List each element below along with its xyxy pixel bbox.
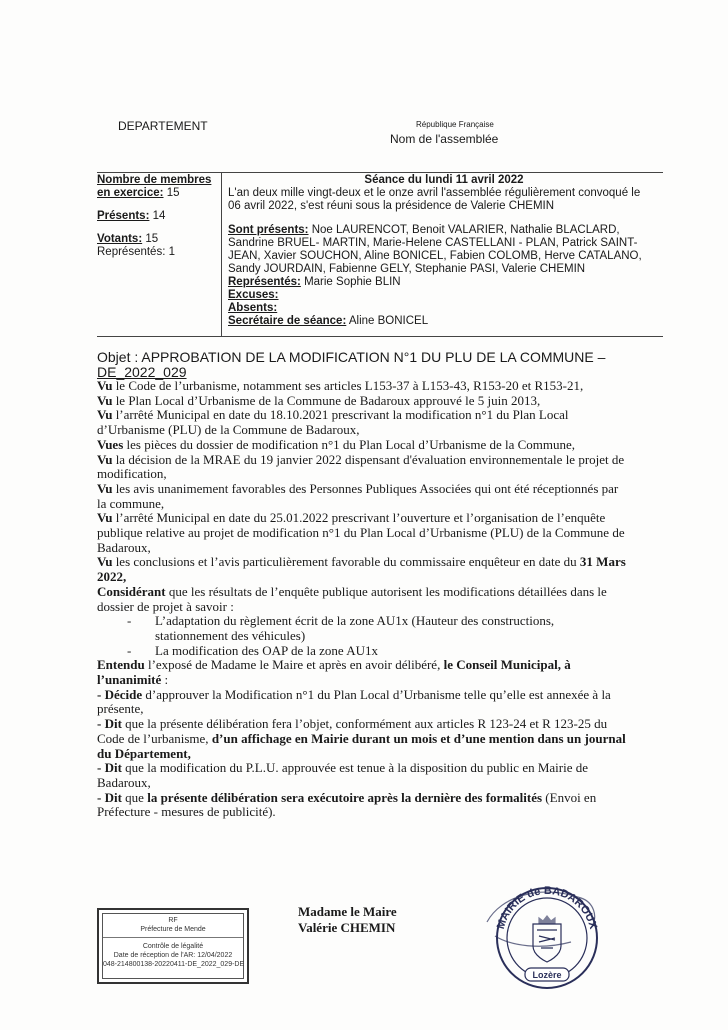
presents-count (97, 210, 215, 223)
absents-label: Absents: (228, 302, 278, 314)
seal-text-bottom: Lozère (532, 970, 562, 980)
vu-paragraph: Vu les avis unanimement favorables des Personnes Publiques Associées qui ont été réceptionnés par la commune, (97, 480, 619, 511)
vu-paragraph: Vu la décision de la MRAE du 19 janvier 2022 dispensant d'évaluation environnementale le projet de modification, (97, 451, 625, 482)
assemblee-name: Nom de l'assemblée (390, 132, 499, 146)
deliberation-body (97, 379, 629, 820)
mairie-seal (481, 876, 613, 994)
nombre-label: Nombre de membres (97, 174, 212, 186)
presents-list-line: Sandy JOURDAIN, Fabienne GELY, Stephanie PASI, Valerie CHEMIN (228, 263, 586, 275)
seance-intro-line: 06 avril 2022, s'est réuni sous la présidence de Valerie CHEMIN (228, 200, 555, 212)
stamp-reference: 048-214800138-20220411-DE_2022_029-DE (103, 961, 245, 968)
stamp-prefecture: Préfecture de Mende (140, 926, 206, 933)
nombre-value: 15 (163, 187, 180, 199)
decision-paragraph: - Décide d’approuver la Modification n°1 du Plan Local d’Urbanisme telle qu’elle est annexée à la présente, (97, 686, 611, 717)
votants-label: Votants: (97, 233, 143, 245)
signature-block (298, 904, 397, 936)
representes-label: Représentés: (228, 276, 301, 288)
departement-label: DEPARTEMENT (118, 119, 208, 133)
excuses-label: Excuses: (228, 289, 279, 301)
republique-label: République Française (416, 120, 494, 129)
votants-value: 15 (142, 233, 159, 245)
modifications-list (127, 613, 629, 658)
excuses-line (228, 289, 660, 302)
representes-count: Représentés: 1 (97, 246, 175, 258)
representes-line: Représentés: Marie Sophie BLIN (228, 276, 401, 288)
objet-reference: DE_2022_029 (97, 364, 187, 380)
signatory-title: Madame le Maire (298, 904, 397, 919)
vu-paragraph: Vu le Code de l’urbanisme, notamment ses articles L153-37 à L153-43, R153-20 et R153-21, (97, 378, 584, 393)
seance-intro-line: L'an deux mille vingt-deux et le onze avril l'assemblée régulièrement convoqué le (228, 187, 641, 199)
signatory-name: Valérie CHEMIN (298, 920, 396, 935)
decision-paragraph: - Dit que la présente délibération sera exécutoire après la dernière des formalités (Envoi en Préfecture - mesures de publicité). (97, 789, 597, 820)
presents-list-line: JEAN, Xavier SOUCHON, Aline BONICEL, Fabien COLOMB, Herve CATALANO, (228, 250, 642, 262)
stamp-rf: RF (168, 917, 178, 924)
decision-paragraph: - Dit que la présente délibération fera l’objet, conformément aux articles R 123-24 et R 123-25 du Code de l’urbanisme, d’un affichage en Mairie durant un mois et d’une mention dans un journal du Département, (97, 716, 626, 761)
presents-list-line: Sont présents: Noe LAURENCOT, Benoit VALARIER, Nathalie BLACLARD, (228, 224, 620, 236)
vu-paragraph: Vu le Plan Local d’Urbanisme de la Commune de Badaroux approuvé le 5 juin 2013, (97, 392, 541, 408)
secretaire-label: Secrétaire de séance: (228, 315, 347, 327)
members-column (97, 174, 215, 259)
presents-label: Présents: (97, 210, 150, 222)
absents-line (228, 302, 660, 315)
sont-presents-label: Sont présents: (228, 224, 309, 236)
stamp-controle: Contrôle de légalité (142, 943, 204, 950)
vu-paragraph: Vu l’arrêté Municipal en date du 18.10.2021 prescrivant la modification n°1 du Plan Local d’Urbanisme (PLU) de la Commune de Badaroux, (97, 407, 569, 438)
en-exercice-label: en exercice: (97, 187, 164, 199)
vu-paragraph: Vues les pièces du dossier de modification n°1 du Plan Local d’Urbanisme de la Commune, (97, 436, 576, 452)
list-item: - L’adaptation du règlement écrit de la zone AU1x (Hauteur des constructions, stationnement des véhicules) (127, 613, 555, 643)
column-divider (221, 172, 222, 336)
presents-list-line: Sandrine BRUEL- MARTIN, Marie-Helene CASTELLANI - PLAN, Patrick SAINT- (228, 237, 638, 249)
vu-paragraph: Vu les conclusions et l’avis particulièrement favorable du commissaire enquêteur en date du 31 Mars 2022, (97, 554, 626, 585)
nombre-membres (97, 174, 215, 200)
secretaire-line: Secrétaire de séance: Aline BONICEL (228, 315, 429, 327)
decision-paragraph: - Dit que la modification du P.L.U. approuvée est tenue à la disposition du public en Mairie de Badaroux, (97, 760, 589, 790)
vu-paragraph: Vu l’arrêté Municipal en date du 25.01.2022 prescrivant l’ouverture et l’organisation de l’enquête publique relative au projet de modification n°1 du Plan Local d’Urbanisme (PLU) de la Commune de Badaroux, (97, 510, 625, 555)
entendu-paragraph: Entendu l’exposé de Madame le Maire et après en avoir délibéré, le Conseil Municipal, à l’unanimité : (97, 657, 571, 688)
stamp-reception-date: Date de réception de l'AR: 12/04/2022 (113, 952, 233, 959)
prefecture-stamp (97, 908, 249, 984)
objet-line: Objet : APPROBATION DE LA MODIFICATION N°1 DU PLU DE LA COMMUNE – (97, 349, 606, 365)
votants-count (97, 233, 215, 246)
list-item: - La modification des OAP de la zone AU1x (127, 642, 378, 658)
bottom-rule (97, 336, 663, 337)
seance-column (228, 174, 660, 328)
presents-value: 14 (149, 210, 166, 222)
considerant-paragraph: Considérant que les résultats de l’enquête publique autorisent les modifications détaillées dans le dossier de projet à savoir : (97, 583, 607, 614)
seal-crest-icon (533, 916, 561, 962)
objet-heading (97, 350, 637, 380)
prefecture-stamp-inner (102, 913, 244, 979)
top-rule (97, 172, 663, 173)
seance-title: Séance du lundi 11 avril 2022 (364, 174, 524, 186)
seal-text-top: MAIRIE de BADAROUX (494, 884, 600, 931)
